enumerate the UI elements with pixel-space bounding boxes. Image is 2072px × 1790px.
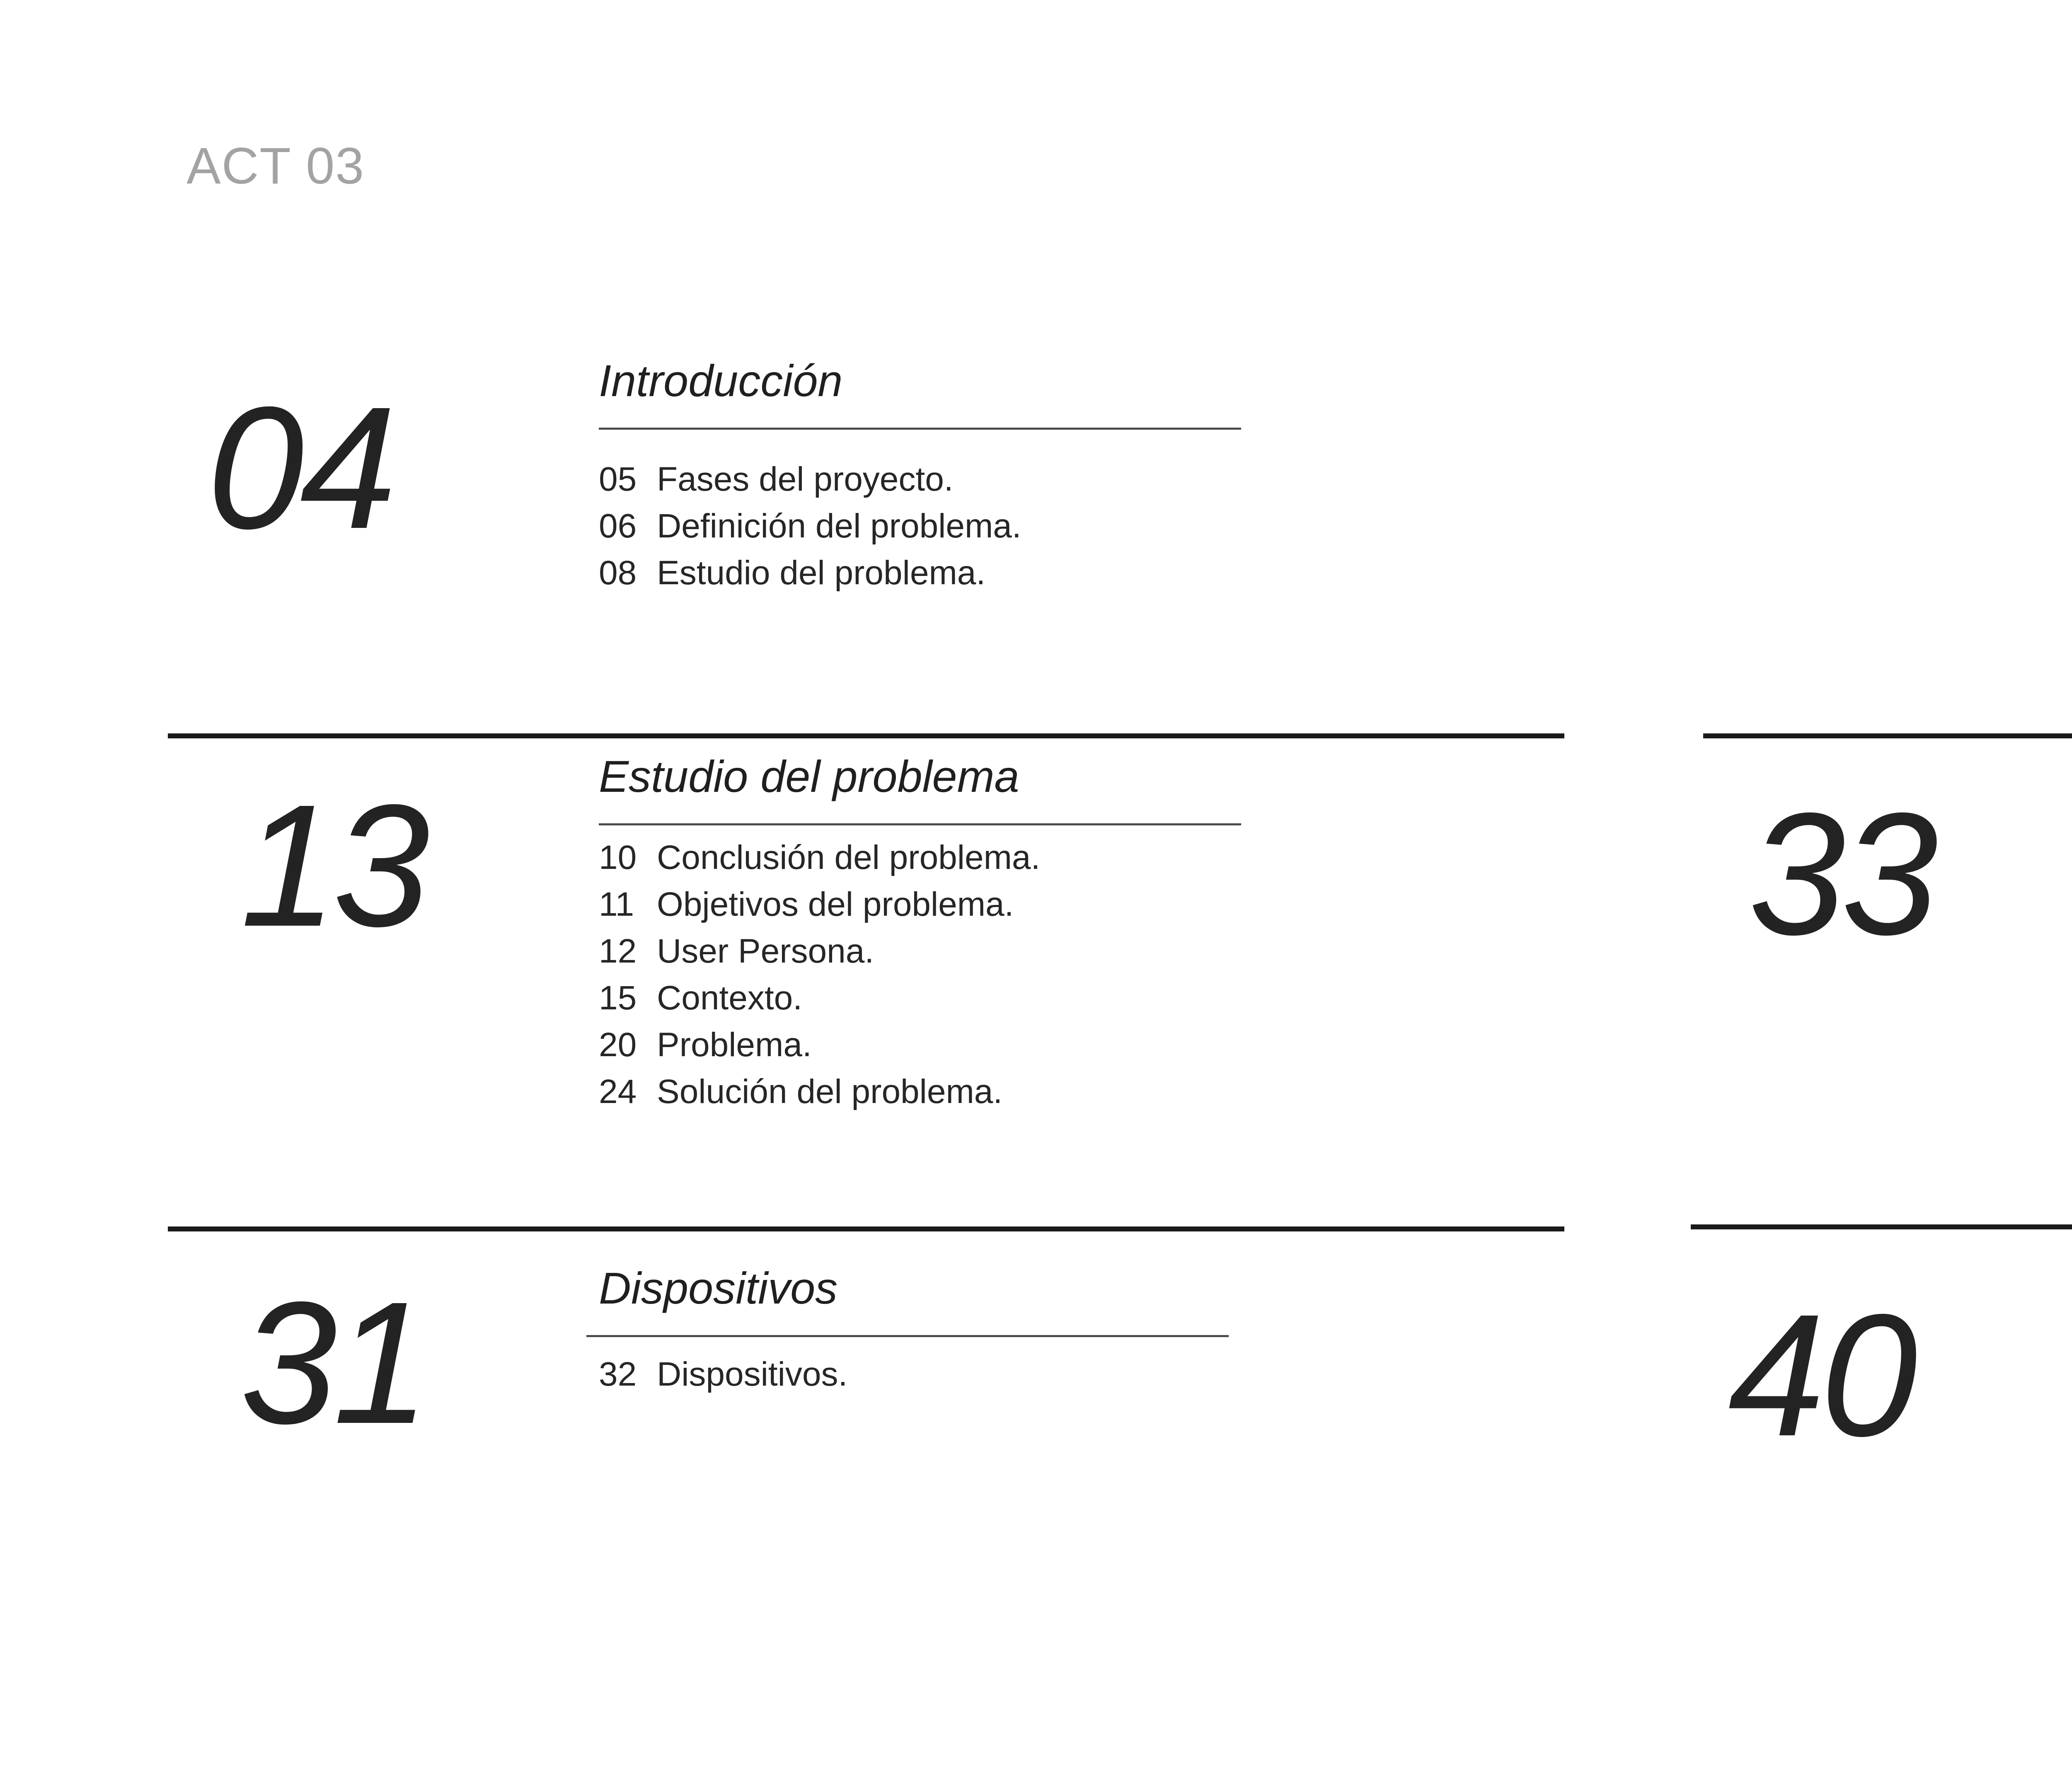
title-underline (599, 823, 1241, 825)
section-divider (168, 733, 1564, 738)
section-divider (168, 1226, 1564, 1231)
toc-item-label: Estudio del problema. (657, 554, 986, 592)
toc-item-page: 05 (599, 460, 637, 498)
toc-item-page: 32 (599, 1355, 637, 1393)
section-number: 13 (240, 769, 426, 963)
toc-item[interactable] (599, 928, 1040, 975)
section-title: Introducción (599, 356, 843, 406)
toc-list (599, 1351, 847, 1398)
toc-item[interactable] (599, 881, 1040, 928)
title-underline (586, 1335, 1229, 1337)
toc-item-label: Fases del proyecto. (657, 460, 954, 498)
toc-item-page: 08 (599, 554, 637, 592)
section-divider (1691, 1224, 2072, 1229)
toc-item-page: 20 (599, 1026, 637, 1064)
toc-list (599, 834, 1040, 1115)
toc-item-label: Solución del problema. (657, 1073, 1003, 1110)
toc-item-label: Problema. (657, 1026, 812, 1064)
section-divider (1703, 733, 2072, 738)
toc-item[interactable] (599, 549, 1021, 596)
toc-item-page: 10 (599, 839, 637, 876)
section-title: Dispositivos (599, 1263, 838, 1313)
toc-item-label: User Persona. (657, 932, 874, 970)
toc-item-page: 12 (599, 932, 637, 970)
toc-item-label: Objetivos del problema. (657, 885, 1014, 923)
toc-list (599, 456, 1021, 596)
section-title: Estudio del problema (599, 751, 1019, 801)
toc-item[interactable] (599, 1068, 1040, 1115)
document-code: ACT 03 (186, 138, 365, 195)
toc-item[interactable] (599, 1351, 847, 1398)
section-number: 40 (1728, 1278, 1914, 1473)
toc-item-page: 06 (599, 507, 637, 545)
toc-item[interactable] (599, 456, 1021, 503)
section-number: 33 (1749, 777, 1934, 971)
toc-item-label: Conclusión del problema. (657, 839, 1041, 876)
title-underline (599, 428, 1241, 430)
toc-item-page: 24 (599, 1073, 637, 1110)
section-number: 31 (240, 1266, 426, 1460)
toc-item[interactable] (599, 503, 1021, 549)
toc-item[interactable] (599, 975, 1040, 1021)
toc-item-label: Contexto. (657, 979, 802, 1017)
toc-item[interactable] (599, 834, 1040, 881)
toc-item[interactable] (599, 1021, 1040, 1068)
toc-item-page: 15 (599, 979, 637, 1017)
toc-item-label: Dispositivos. (657, 1355, 848, 1393)
toc-item-label: Definición del problema. (657, 507, 1021, 545)
section-number: 04 (207, 371, 393, 565)
toc-item-page: 11 (599, 885, 634, 923)
